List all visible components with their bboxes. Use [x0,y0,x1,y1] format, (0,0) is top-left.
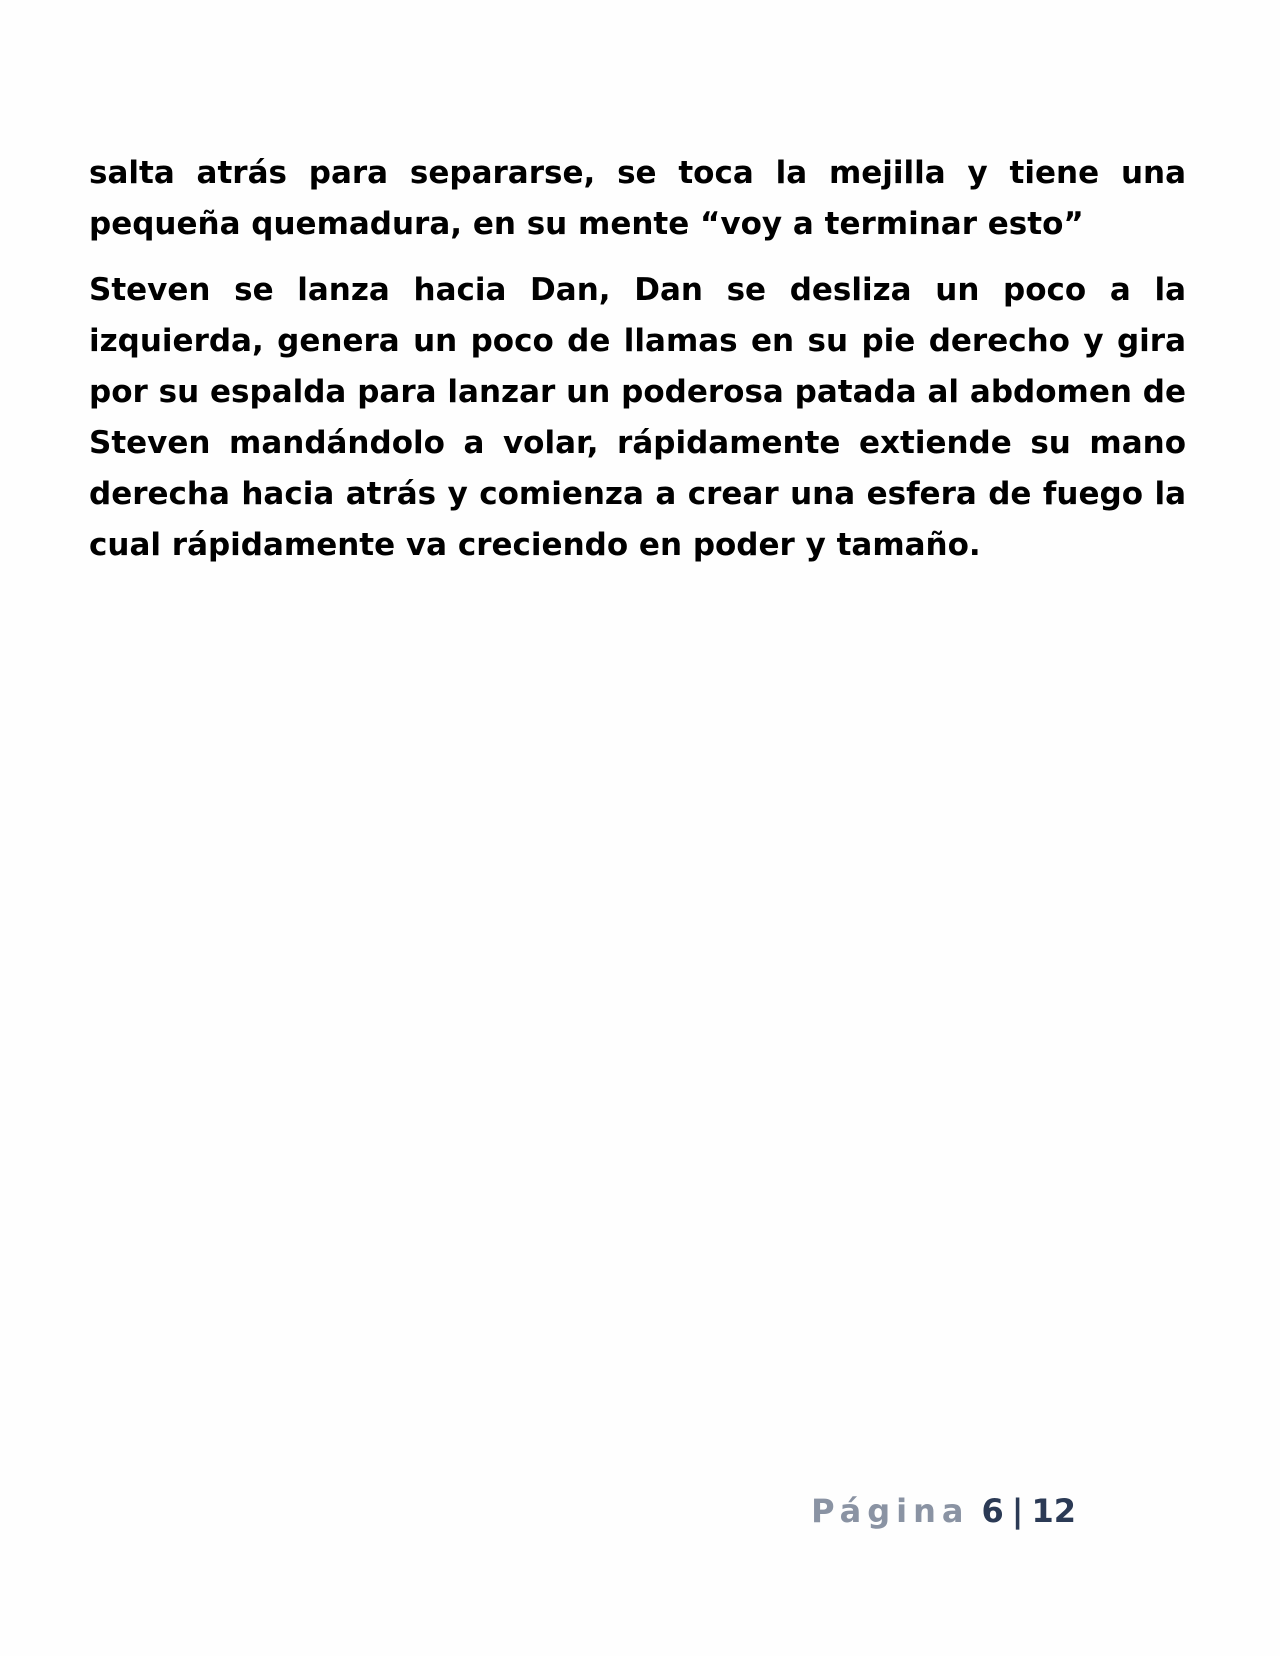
total-pages-number: 12 [1031,1492,1076,1530]
current-page-number: 6 [981,1492,1004,1530]
paragraph: Steven se lanza hacia Dan, Dan se desliza un poco a la izquierda, genera un poco de llamas en su pie derecho y gira por su espalda para lanzar un poderosa patada al abdomen de Steven mandándolo a volar, rápidamente extiende su mano derecha hacia atrás y comienza a crear una esfera de fuego la cual rápidamente va creciendo en poder y tamaño. [89,272,1186,563]
body-text [89,148,1186,586]
page-label: Página [811,1492,970,1530]
paragraph: salta atrás para separarse, se toca la mejilla y tiene una pequeña quemadura, en su mente “voy a terminar esto” [89,155,1186,242]
page-separator: | [1011,1492,1024,1530]
page-footer [0,1489,1076,1533]
